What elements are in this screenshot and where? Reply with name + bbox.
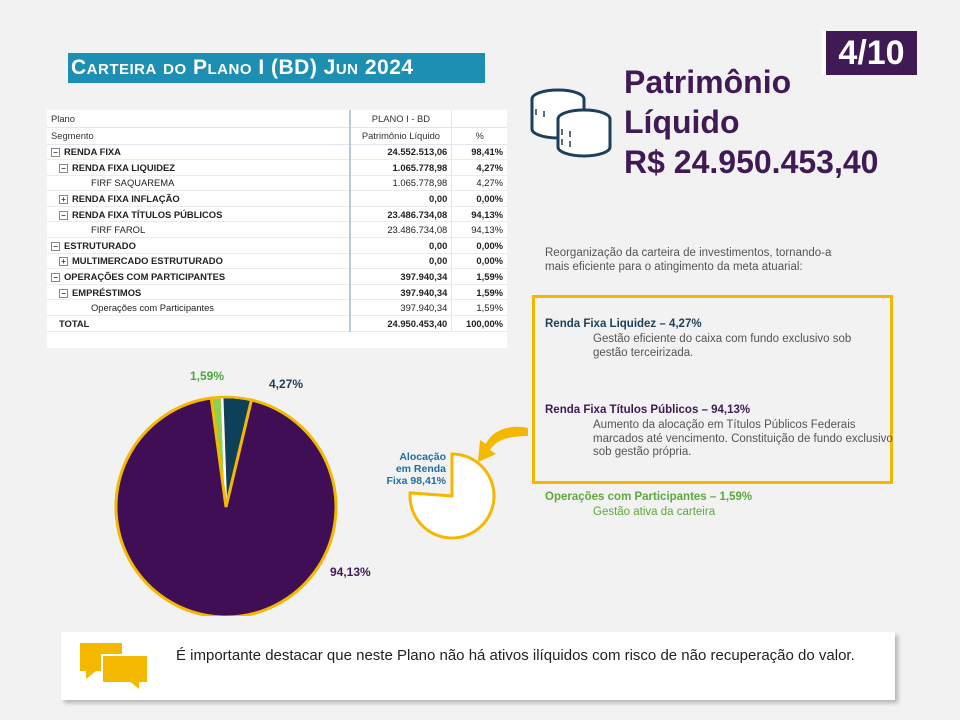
row-label: FIRF FAROL: [47, 222, 350, 238]
collapse-icon[interactable]: −: [59, 289, 68, 298]
row-pct: 94,13%: [452, 206, 507, 222]
row-label: FIRF SAQUAREMA: [47, 175, 350, 191]
row-pct: 100,00%: [452, 316, 507, 332]
table-row: [47, 175, 507, 191]
row-value: 23.486.734,08: [350, 222, 452, 238]
collapse-icon[interactable]: −: [51, 242, 60, 251]
operacoes-title: Operações com Participantes – 1,59%: [545, 491, 753, 503]
curved-arrow-icon: [470, 422, 532, 466]
coins-icon: [528, 85, 614, 159]
table-header-row: [47, 110, 507, 127]
row-pct: 4,27%: [452, 175, 507, 191]
portfolio-table: [47, 110, 507, 348]
row-pct: 1,59%: [452, 284, 507, 300]
page-title: Carteira do Plano I (BD) Jun 2024: [68, 53, 485, 83]
titulos-body: Aumento da alocação em Títulos Públicos Federais marcados até vencimento. Constituição de fundo exclusivo sob gestão própria.: [593, 419, 893, 458]
row-value: 397.940,34: [350, 300, 452, 316]
table-row: [47, 300, 507, 316]
page-badge: 4/10: [826, 31, 917, 75]
row-value: 1.065.778,98: [350, 175, 452, 191]
row-label: ESTRUTURADO: [64, 239, 136, 251]
row-pct: 0,00%: [452, 253, 507, 269]
pie-label-liquidez: 4,27%: [269, 377, 304, 391]
row-value: 23.486.734,08: [350, 206, 452, 222]
note-box: [61, 632, 895, 700]
header-plan-value: PLANO I - BD: [350, 110, 452, 127]
row-value: 397.940,34: [350, 284, 452, 300]
operacoes-body: Gestão ativa da carteira: [593, 506, 716, 518]
row-label: Operações com Participantes: [47, 300, 350, 316]
intro-text: Reorganização da carteira de investimentos, tornando-a mais eficiente para o atingimento da meta atuarial:: [545, 247, 832, 273]
row-label: EMPRÉSTIMOS: [72, 286, 142, 298]
header-net-assets: Patrimônio Líquido: [350, 127, 452, 144]
table-row[interactable]: [47, 160, 507, 176]
note-text: É importante destacar que neste Plano não há ativos ilíquidos com risco de não recuperação do valor.: [176, 647, 855, 664]
header-plan-pct: [452, 110, 507, 127]
allocation-label-line1: Alocação: [399, 451, 446, 463]
row-label: TOTAL: [47, 316, 350, 332]
table-total-row: [47, 316, 507, 332]
titulos-title: Renda Fixa Títulos Públicos – 94,13%: [545, 404, 751, 416]
row-pct: 0,00%: [452, 238, 507, 254]
net-assets-heading: [624, 62, 944, 182]
header-percent: %: [452, 127, 507, 144]
row-pct: 1,59%: [452, 300, 507, 316]
liquidez-title: Renda Fixa Liquidez – 4,27%: [545, 318, 702, 330]
row-value: 1.065.778,98: [350, 160, 452, 176]
row-label: OPERAÇÕES COM PARTICIPANTES: [64, 271, 226, 283]
row-label: RENDA FIXA INFLAÇÃO: [72, 193, 180, 205]
collapse-icon[interactable]: −: [51, 148, 60, 157]
net-assets-value: R$ 24.950.453,40: [624, 144, 879, 180]
row-value: 0,00: [350, 253, 452, 269]
pie-label-operacoes: 1,59%: [190, 369, 225, 383]
expand-icon[interactable]: +: [59, 195, 68, 204]
row-pct: 1,59%: [452, 269, 507, 285]
expand-icon[interactable]: +: [59, 257, 68, 266]
table-row[interactable]: [47, 253, 507, 269]
row-pct: 98,41%: [452, 144, 507, 160]
pie-label-titulos: 94,13%: [330, 565, 371, 579]
row-value: 0,00: [350, 191, 452, 207]
row-pct: 94,13%: [452, 222, 507, 238]
table-row[interactable]: [47, 144, 507, 160]
header-segment: Segmento: [47, 127, 350, 144]
table-row: [47, 222, 507, 238]
allocation-label: [376, 451, 446, 487]
collapse-icon[interactable]: −: [59, 211, 68, 220]
header-plan-label: Plano: [47, 110, 350, 127]
row-value: 24.950.453,40: [350, 316, 452, 332]
table-row[interactable]: [47, 238, 507, 254]
row-label: RENDA FIXA LIQUIDEZ: [72, 161, 175, 173]
row-label: RENDA FIXA TÍTULOS PÚBLICOS: [72, 208, 223, 220]
collapse-icon[interactable]: −: [59, 164, 68, 173]
table-row[interactable]: [47, 284, 507, 300]
row-label: MULTIMERCADO ESTRUTURADO: [72, 255, 223, 267]
table-row[interactable]: [47, 191, 507, 207]
allocation-label-line2: em Renda: [395, 463, 446, 475]
liquidez-body: Gestão eficiente do caixa com fundo exclusivo sob gestão terceirizada.: [593, 333, 852, 359]
chat-bubbles-icon: [78, 641, 150, 693]
collapse-icon[interactable]: −: [51, 273, 60, 282]
heading-line2: Líquido: [624, 104, 740, 140]
row-pct: 0,00%: [452, 191, 507, 207]
heading-line1: Patrimônio: [624, 64, 792, 100]
table-row[interactable]: [47, 269, 507, 285]
row-value: 24.552.513,06: [350, 144, 452, 160]
row-label: RENDA FIXA: [64, 146, 121, 158]
row-pct: 4,27%: [452, 160, 507, 176]
table-row[interactable]: [47, 206, 507, 222]
allocation-label-line3: Fixa 98,41%: [386, 475, 446, 487]
row-value: 0,00: [350, 238, 452, 254]
row-value: 397.940,34: [350, 269, 452, 285]
table-header-row: [47, 127, 507, 144]
